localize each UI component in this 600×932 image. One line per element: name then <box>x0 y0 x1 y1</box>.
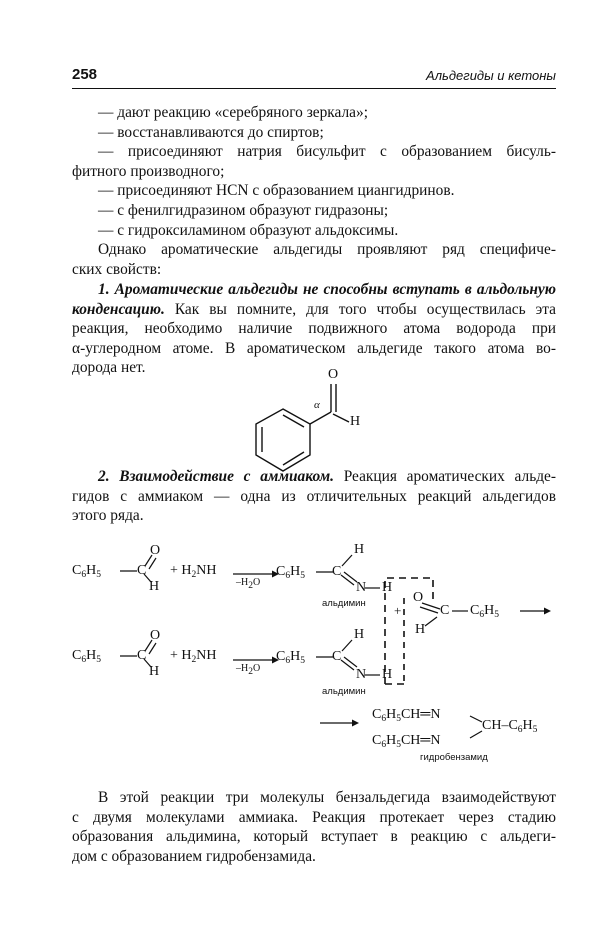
paragraph-line: образования альдимина, который вступает в реакцию с альдеги- <box>72 828 556 846</box>
conclusion-paragraph <box>72 788 556 866</box>
intro-line: ских свойств: <box>72 260 162 278</box>
oxygen-atom: O <box>150 628 161 643</box>
alpha-label: α <box>314 399 320 411</box>
hydrogen-atom: H <box>149 579 160 594</box>
paragraph-line: В этой реакции три молекулы бензальдегида взаимодействуют <box>98 789 556 806</box>
aldehyde-h-bond <box>333 414 349 422</box>
ring-to-carbonyl-bond <box>310 412 331 424</box>
page-number: 258 <box>72 66 98 83</box>
hydrogen-atom: H <box>149 664 160 679</box>
paragraph-line: дом с образованием гидробензамида. <box>72 847 316 865</box>
hydrogen-atom: H <box>382 580 393 595</box>
hydrogen-atom: H <box>415 622 426 637</box>
list-item: — присоединяют натрия бисульфит с образованием бисуль- <box>98 143 556 161</box>
paragraph-text: Как вы помните, для того чтобы осуществилась эта <box>164 300 556 318</box>
condensation-box <box>385 578 433 684</box>
carbon-atom: C <box>332 564 342 579</box>
phenyl-group: $C_6H_5$ <box>72 648 101 665</box>
paragraph-line: реакция, необходимо наличие подвижного атома водорода при <box>72 320 556 338</box>
hydrobenzamide-label: гидробензамид <box>420 752 488 763</box>
plus-sign: + <box>394 603 402 618</box>
nitrogen-atom: N <box>356 580 367 595</box>
benzaldehyde-oxygen: O <box>328 367 339 382</box>
benzene-ring <box>256 409 310 471</box>
oxygen-atom: O <box>150 543 161 558</box>
phenyl-group: $C_6H_5$ <box>276 564 305 581</box>
list-item: — с гидроксиламином образуют альдоксимы. <box>98 221 399 239</box>
section-2-heading: 2. Взаимодействие с аммиаком. <box>98 468 334 485</box>
hydrobenzamide-top: $C_6H_5CH═N$ <box>372 707 441 724</box>
phenyl-group: $C_6H_5$ <box>470 603 499 620</box>
phenyl-group: $C_6H_5$ <box>276 649 305 666</box>
ammonia-reagent: + $H_2NH$ <box>170 563 217 580</box>
aldimine-label: альдимин <box>322 686 366 697</box>
list-item: — дают реакцию «серебряного зеркала»; <box>98 104 368 121</box>
ammonia-reagent: + $H_2NH$ <box>170 648 217 665</box>
water-elimination-label: $-H_2O$ <box>236 663 261 677</box>
paragraph-line: гидов с аммиаком — одна из отличительных реакций альдегидов <box>72 487 556 505</box>
hydrobenzamide-bottom: $C_6H_5CH═N$ <box>372 733 441 750</box>
hydrogen-atom: H <box>354 542 365 557</box>
section-1-heading: 1. Ароматические альдегиды не способны вступать в альдольную <box>98 281 556 298</box>
carbon-atom: C <box>137 563 147 578</box>
hydrogen-atom: H <box>382 667 393 682</box>
water-elimination-label: $-H_2O$ <box>236 577 261 591</box>
benzaldehyde-structure <box>256 384 349 471</box>
list-item: — присоединяют HCN с образованием циангидринов. <box>98 182 455 200</box>
intro-line: Однако ароматические альдегиды проявляют ряд специфиче- <box>98 241 556 259</box>
paragraph-line: дорода нет. <box>72 359 146 377</box>
oxygen-atom: O <box>413 590 424 605</box>
list-item: фитного производного; <box>72 162 225 180</box>
benzaldehyde-hydrogen: H <box>350 414 361 429</box>
list-item: — восстанавливаются до спиртов; <box>98 123 324 141</box>
carbon-atom: C <box>332 649 342 664</box>
section-2 <box>72 467 556 526</box>
nitrogen-atom: N <box>356 667 367 682</box>
paragraph-line: α-углеродном атоме. В ароматическом альдегиде такого атома во- <box>72 339 556 357</box>
aldimine-label: альдимин <box>322 598 366 609</box>
list-item: — с фенилгидразином образуют гидразоны; <box>98 201 389 219</box>
hydrobenzamide-middle: $CH-C_6H_5$ <box>482 718 538 735</box>
running-title: Альдегиды и кетоны <box>426 68 556 83</box>
paragraph-text: Реакция ароматических альде- <box>333 468 556 485</box>
paragraph-line: этого ряда. <box>72 507 144 525</box>
hydrogen-atom: H <box>354 627 365 642</box>
paragraph-line: с двумя молекулами аммиака. Реакция протекает через стадию <box>72 808 556 826</box>
section-1-heading-end: конденсацию. <box>72 300 165 318</box>
carbon-atom: C <box>137 648 147 663</box>
phenyl-group: $C_6H_5$ <box>72 563 101 580</box>
carbon-atom: C <box>440 603 450 618</box>
